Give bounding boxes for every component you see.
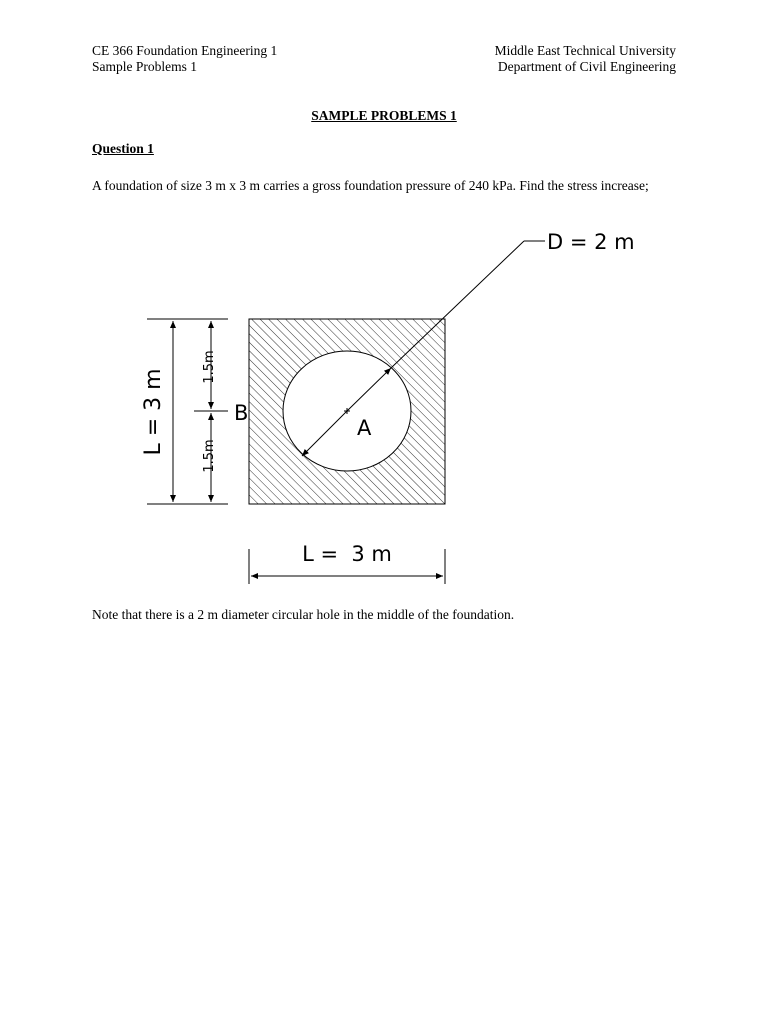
course-name: CE 366 Foundation Engineering 1	[92, 43, 278, 58]
university-name: Middle East Technical University	[494, 43, 676, 58]
hole-note: Note that there is a 2 m diameter circular hole in the middle of the foundation.	[92, 607, 515, 622]
diameter-leader	[391, 241, 524, 368]
lower-half-dim-label: 1.5m	[202, 439, 217, 473]
page-title: SAMPLE PROBLEMS 1	[311, 108, 457, 123]
bottom-dim-label: L = 3 m	[302, 542, 392, 566]
question-text: A foundation of size 3 m x 3 m carries a gross foundation pressure of 240 kPa. Find the stress increase;	[92, 178, 649, 193]
point-a-label: A	[357, 416, 372, 440]
question-heading: Question 1	[92, 141, 154, 156]
document-subtitle: Sample Problems 1	[92, 59, 197, 74]
diameter-label: D = 2 m	[547, 230, 635, 254]
point-b-label: B	[234, 401, 249, 425]
upper-half-dim-label: 1.5m	[202, 350, 217, 384]
left-dim-label: L = 3 m	[141, 368, 166, 456]
department-name: Department of Civil Engineering	[497, 59, 676, 74]
